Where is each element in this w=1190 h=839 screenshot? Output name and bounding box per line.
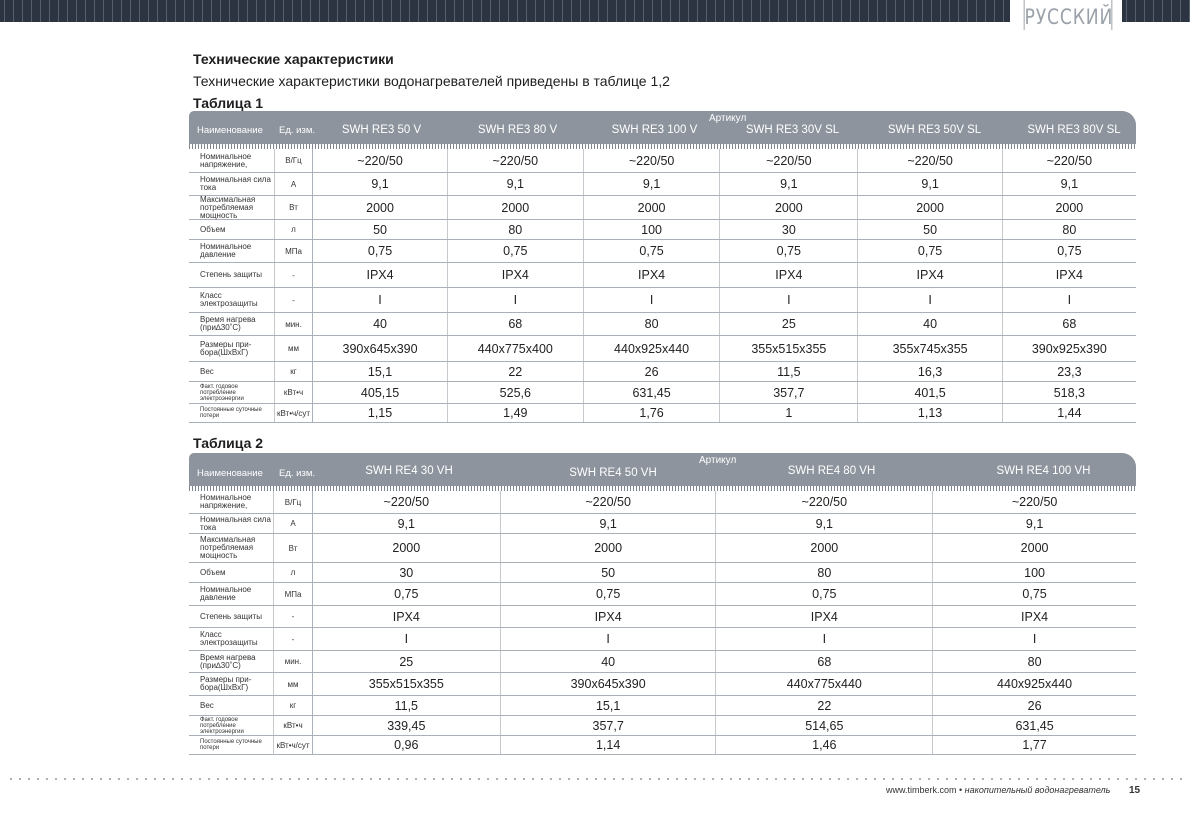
table-row	[189, 288, 1136, 313]
row-name: Объем	[189, 220, 275, 239]
table-cell: 80	[584, 313, 720, 335]
table-row	[189, 628, 1136, 651]
table-cell: ~220/50	[313, 149, 447, 172]
row-unit: кг	[274, 696, 313, 715]
row-name: Постоянные суточные потери	[189, 404, 275, 422]
table1	[189, 111, 1136, 423]
table-cell: 9,1	[313, 173, 447, 195]
table-row	[189, 491, 1136, 514]
table-cell: 9,1	[448, 173, 584, 195]
table-row	[189, 673, 1136, 696]
table-cell: 23,3	[1057, 364, 1082, 379]
table-cell: I	[584, 288, 720, 312]
table-cell: IPX4	[720, 263, 858, 287]
table-cell: 2000	[858, 196, 1002, 219]
table-cell: 9,1	[1060, 177, 1079, 191]
table-cell: 80	[1062, 222, 1077, 237]
row-name: Класс электрозащиты	[189, 288, 275, 312]
table-cell: 0,75	[1057, 244, 1082, 258]
table2-model-header: SWH RE4 30 VH	[365, 465, 453, 477]
row-name: Максимальная потребляемая мощность	[189, 534, 274, 562]
table-row	[189, 696, 1136, 716]
table-cell: IPX4	[858, 263, 1002, 287]
table-cell: 40	[858, 313, 1002, 335]
table-cell: 100	[1024, 565, 1046, 580]
top-decorative-band-right	[1122, 0, 1190, 22]
table-cell: I	[501, 628, 717, 650]
row-name: Степень защиты	[189, 263, 275, 287]
row-name: Максимальная потребляемая мощность	[189, 196, 275, 219]
table-cell: 525,6	[448, 382, 584, 403]
table-cell: 514,65	[716, 716, 933, 735]
table2-col-unit: Ед. изм.	[279, 468, 315, 479]
table2-model-header: SWH RE4 80 VH	[787, 465, 876, 477]
footer-separator: •	[956, 785, 965, 795]
table1-article-label: Артикул	[709, 113, 747, 124]
row-name: Номинальная сила тока	[189, 173, 275, 195]
table-cell: 22	[716, 696, 933, 715]
footer-text	[886, 785, 1110, 795]
table-cell: 11,5	[313, 696, 501, 715]
footer-dotted-line	[10, 778, 1185, 780]
table-cell: 631,45	[584, 382, 720, 403]
table-cell: 2000	[716, 534, 933, 562]
table2-article-label: Артикул	[699, 455, 737, 466]
table-cell: IPX4	[501, 606, 717, 627]
table1-col-name: Наименование	[197, 125, 263, 136]
table-cell: 80	[1027, 654, 1042, 669]
table-cell: 1,44	[1057, 406, 1082, 420]
table-cell: 30	[720, 220, 858, 239]
row-unit: МПа	[275, 240, 314, 262]
table-cell: 2000	[720, 196, 858, 219]
table-cell: 357,7	[720, 382, 858, 403]
table-cell: 26	[584, 362, 720, 381]
table-cell: 15,1	[313, 362, 447, 381]
table-cell: 68	[1062, 317, 1077, 331]
table-cell: IPX4	[1021, 609, 1049, 624]
table-cell: 339,45	[313, 716, 501, 735]
table-row	[189, 563, 1136, 583]
table-cell: 9,1	[501, 514, 717, 533]
table-cell: 1	[720, 404, 858, 422]
table-cell: 0,75	[584, 240, 720, 262]
table-cell: I	[448, 288, 584, 312]
table-cell: I	[313, 628, 501, 650]
table-row	[189, 716, 1136, 736]
table-cell: 0,75	[313, 240, 447, 262]
row-unit: В/Гц	[275, 149, 314, 172]
table1-model-header: SWH RE3 100 V	[611, 124, 698, 136]
table-cell: 355x515x355	[313, 673, 501, 695]
row-unit: мин.	[275, 313, 314, 335]
table-cell: ~220/50	[501, 491, 717, 513]
row-unit: Вт	[274, 534, 313, 562]
table-cell: IPX4	[313, 606, 501, 627]
table2-header-band	[189, 453, 1136, 486]
table-cell: 11,5	[720, 362, 858, 381]
table1-header-band	[189, 111, 1136, 144]
table1-model-header: SWH RE3 80 V	[477, 124, 558, 136]
row-unit: мм	[274, 673, 313, 695]
table-cell: 9,1	[716, 514, 933, 533]
table-cell: IPX4	[716, 606, 933, 627]
table-cell: 440x775x440	[716, 673, 933, 695]
table-row	[189, 240, 1136, 263]
row-unit: кВт•ч	[275, 382, 314, 403]
row-unit: л	[274, 563, 313, 582]
row-unit: кВт•ч/сут	[274, 736, 313, 754]
table-row	[189, 534, 1136, 563]
table-row	[189, 220, 1136, 240]
row-unit: -	[275, 288, 314, 312]
table-cell: I	[716, 628, 933, 650]
table-cell: I	[313, 288, 447, 312]
table2-model-header: SWH RE4 50 VH	[569, 467, 657, 479]
table-cell: ~220/50	[448, 149, 584, 172]
row-name: Объем	[189, 563, 274, 582]
row-unit: А	[275, 173, 314, 195]
table-cell: 440x775x400	[448, 336, 584, 361]
row-unit: А	[274, 514, 313, 533]
row-name: Степень защиты	[189, 606, 274, 627]
table-cell: 0,75	[313, 583, 501, 605]
table-row	[189, 196, 1136, 220]
table-cell: 401,5	[858, 382, 1002, 403]
row-unit: кг	[275, 362, 314, 381]
table-cell: IPX4	[1055, 268, 1083, 282]
table-cell: 9,1	[720, 173, 858, 195]
table-cell: 22	[448, 362, 584, 381]
table-cell: 50	[858, 220, 1002, 239]
table-row	[189, 173, 1136, 196]
table-cell: 0,75	[858, 240, 1002, 262]
row-name: Номинальное давление	[189, 240, 275, 262]
footer-tagline: накопительный водонагреватель	[964, 785, 1111, 795]
row-name: Постоянные суточные потери	[189, 736, 274, 754]
table-cell: ~220/50	[1046, 153, 1093, 168]
table1-caption: Таблица 1	[193, 95, 264, 111]
table-row	[189, 362, 1136, 382]
table-cell: 2000	[313, 196, 447, 219]
table-cell: 0,75	[448, 240, 584, 262]
table-cell: 518,3	[1053, 385, 1085, 400]
table-cell: 357,7	[501, 716, 717, 735]
table-cell: 390x645x390	[313, 336, 447, 361]
table-cell: I	[1032, 632, 1037, 646]
table-cell: 1,77	[1022, 738, 1047, 752]
row-unit: л	[275, 220, 314, 239]
row-unit: мин.	[274, 651, 313, 672]
row-name: Время нагрева (при∆30˚С)	[189, 313, 275, 335]
row-unit: мм	[275, 336, 314, 361]
table-cell: 631,45	[1015, 718, 1054, 733]
table1-model-header: SWH RE3 30V SL	[745, 124, 840, 136]
table-cell: IPX4	[584, 263, 720, 287]
table-cell: ~220/50	[313, 491, 501, 513]
table-cell: 2000	[313, 534, 501, 562]
section-intro: Технические характеристики водонагревателей приведены в таблице 1,2	[193, 73, 670, 89]
footer-url: www.timberk.com	[886, 785, 957, 795]
row-unit: -	[275, 263, 314, 287]
table-cell: 2000	[1020, 541, 1049, 555]
table-cell: ~220/50	[858, 149, 1002, 172]
row-name: Номинальное напряжение,	[189, 491, 274, 513]
table2-col-name: Наименование	[197, 468, 263, 479]
table-cell: IPX4	[313, 263, 447, 287]
top-decorative-band	[0, 0, 1010, 22]
table-cell: ~220/50	[720, 149, 858, 172]
table-cell: 1,76	[584, 404, 720, 422]
row-unit: МПа	[274, 583, 313, 605]
row-name: Размеры при- бора(ШхВхГ)	[189, 673, 274, 695]
table-row	[189, 583, 1136, 606]
table-row	[189, 651, 1136, 673]
table-cell: IPX4	[448, 263, 584, 287]
row-unit: В/Гц	[274, 491, 313, 513]
language-label: РУССКИЙ	[1024, 0, 1113, 30]
table-cell: 40	[501, 651, 717, 672]
table-cell: ~220/50	[1011, 495, 1058, 509]
table-cell: 355x515x355	[720, 336, 858, 361]
table-row	[189, 149, 1136, 173]
table-row	[189, 336, 1136, 362]
table-cell: I	[858, 288, 1002, 312]
row-unit: Вт	[275, 196, 314, 219]
table-row	[189, 382, 1136, 404]
table1-model-header: SWH RE3 80V SL	[1027, 124, 1121, 136]
row-name: Вес	[189, 362, 275, 381]
table-cell: 0,75	[716, 583, 933, 605]
table-cell: 40	[313, 313, 447, 335]
table-cell: 25	[313, 651, 501, 672]
table-cell: 50	[313, 220, 447, 239]
table-cell: 9,1	[313, 514, 501, 533]
table-cell: 405,15	[313, 382, 447, 403]
table-cell: 2000	[1055, 200, 1084, 215]
table-cell: 355x745x355	[858, 336, 1002, 361]
table1-model-header: SWH RE3 50V SL	[887, 124, 982, 136]
table2	[189, 453, 1136, 755]
row-name: Номинальное давление	[189, 583, 274, 605]
table-cell: 80	[716, 563, 933, 582]
row-unit: -	[274, 606, 313, 627]
row-name: Номинальная сила тока	[189, 514, 274, 533]
table-cell: 15,1	[501, 696, 717, 715]
row-name: Размеры при- бора(ШхВхГ)	[189, 336, 275, 361]
page-number: 15	[1129, 785, 1141, 796]
table-row	[189, 263, 1136, 288]
row-unit: кВт•ч/сут	[275, 404, 314, 422]
table-cell: I	[1067, 293, 1072, 307]
table-cell: 0,75	[501, 583, 717, 605]
table-cell: 1,13	[858, 404, 1002, 422]
table-cell: I	[720, 288, 858, 312]
table-cell: 2000	[584, 196, 720, 219]
table-row	[189, 404, 1136, 423]
table-cell: 25	[720, 313, 858, 335]
table-cell: 0,75	[720, 240, 858, 262]
row-name: Факт. годовое потребление электроэнергии	[189, 382, 275, 403]
table-cell: 2000	[501, 534, 717, 562]
row-name: Класс электрозащиты	[189, 628, 274, 650]
table-cell: 1,46	[716, 736, 933, 754]
table-cell: ~220/50	[584, 149, 720, 172]
table-cell: 2000	[448, 196, 584, 219]
table-cell: 80	[448, 220, 584, 239]
table-cell: 30	[313, 563, 501, 582]
table-cell: 440x925x440	[584, 336, 720, 361]
table-cell: 1,14	[501, 736, 717, 754]
table-cell: 50	[501, 563, 717, 582]
table-cell: 26	[1027, 698, 1042, 713]
table-row	[189, 606, 1136, 628]
row-name: Вес	[189, 696, 274, 715]
table-cell: 100	[584, 220, 720, 239]
table-cell: 9,1	[858, 173, 1002, 195]
table-cell: 390x645x390	[501, 673, 717, 695]
table-cell: 440x925x440	[997, 677, 1073, 691]
table1-col-unit: Ед. изм.	[279, 125, 315, 136]
table-cell: ~220/50	[716, 491, 933, 513]
table-cell: 0,75	[1022, 587, 1047, 601]
row-name: Факт. годовое потребление электроэнергии	[189, 716, 274, 735]
section-title: Технические характеристики	[193, 51, 394, 67]
table-cell: 9,1	[1025, 516, 1044, 531]
row-name: Номинальное напряжение,	[189, 149, 275, 172]
row-unit: -	[274, 628, 313, 650]
table-cell: 0,96	[313, 736, 501, 754]
table-cell: 1,15	[313, 404, 447, 422]
table-cell: 9,1	[584, 173, 720, 195]
table-cell: 68	[716, 651, 933, 672]
table-row	[189, 514, 1136, 534]
table-row	[189, 736, 1136, 755]
row-unit: кВт•ч	[274, 716, 313, 735]
table-cell: 68	[448, 313, 584, 335]
table2-model-header: SWH RE4 100 VH	[996, 465, 1091, 477]
table-cell: 1,49	[448, 404, 584, 422]
table-row	[189, 313, 1136, 336]
table-cell: 390x925x390	[1031, 341, 1107, 356]
table-cell: 16,3	[858, 362, 1002, 381]
table1-model-header: SWH RE3 50 V	[341, 124, 422, 136]
table2-caption: Таблица 2	[193, 435, 264, 451]
row-name: Время нагрева (при∆30˚С)	[189, 651, 274, 672]
